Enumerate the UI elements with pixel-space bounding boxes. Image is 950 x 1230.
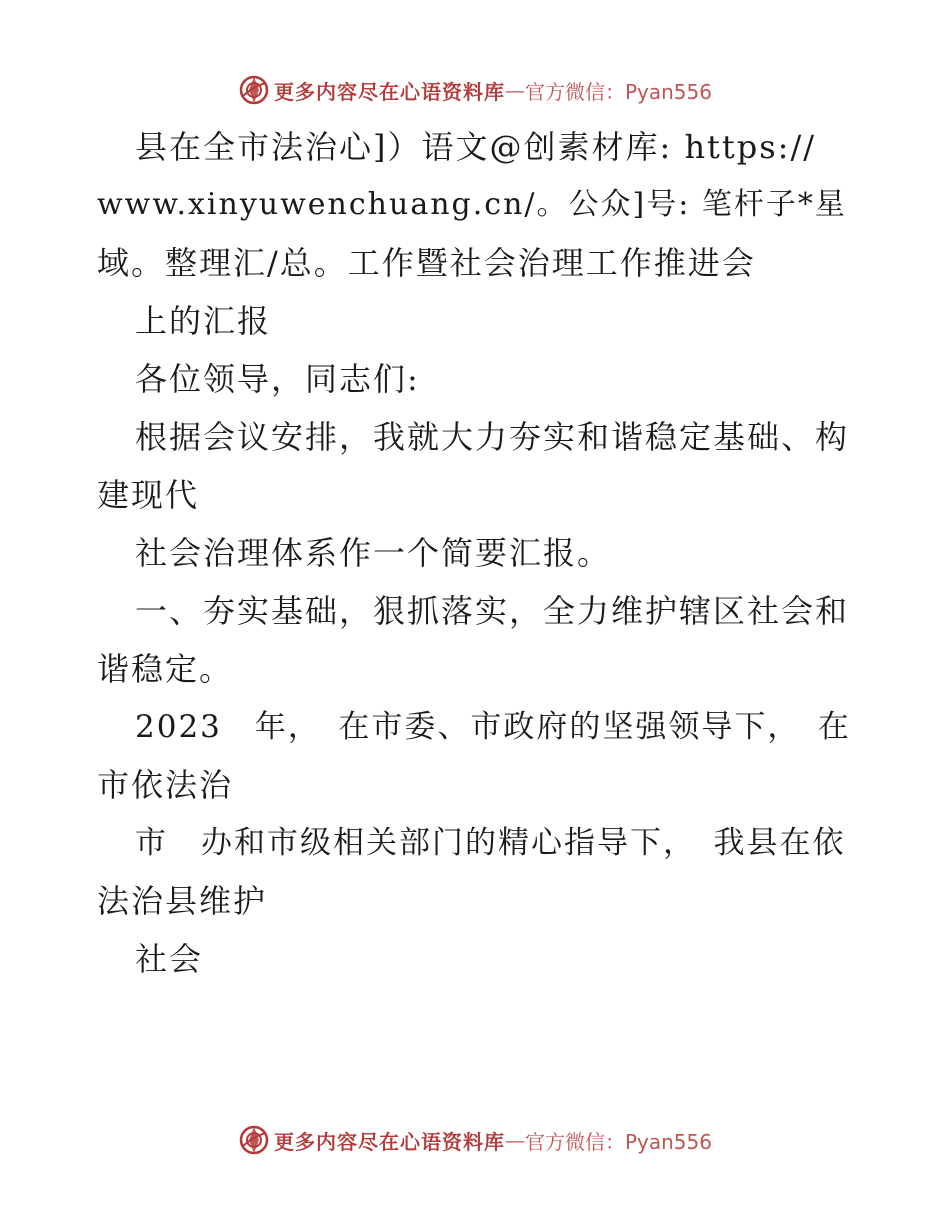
section-heading: 一、夯实基础，狠抓落实，全力维护辖区社会和	[135, 592, 850, 630]
text-line-1: 县在全市法治心]）语文@创素材库: https://	[135, 128, 817, 166]
banner-contact: 官方微信：Pyan556	[524, 79, 712, 104]
banner-dash: —	[504, 78, 525, 102]
text-line-6: 根据会议安排，我就大力夯实和谐稳定基础、构	[135, 418, 850, 456]
document-body	[97, 118, 857, 988]
text-line-12: 市依法治	[97, 766, 234, 804]
text-line-3: 域。整理汇/总。工作暨社会治理工作推进会	[97, 244, 756, 282]
banner-contact: 官方微信：Pyan556	[524, 1129, 712, 1154]
text-line-2: www.xinyuwenchuang.cn/。公众]号: 笔杆子*星	[97, 187, 847, 222]
header-banner	[0, 70, 950, 110]
text-line-8: 社会治理体系作一个简要汇报。	[135, 534, 612, 572]
brand-logo-icon	[238, 1124, 270, 1156]
text-line-13: 市 办和市级相关部门的精心指导下， 我县在依	[135, 825, 846, 861]
banner-dash: —	[504, 1128, 525, 1152]
footer-banner	[0, 1120, 950, 1160]
text-line-14: 法治县维护	[97, 882, 268, 920]
banner-title: 更多内容尽在心语资料库	[273, 79, 505, 104]
text-line-7: 建现代	[97, 476, 200, 514]
salutation: 各位领导，同志们:	[135, 360, 420, 398]
text-line-10: 谐稳定。	[97, 650, 234, 688]
text-line-15: 社会	[135, 940, 204, 978]
text-line-4: 上的汇报	[135, 302, 272, 340]
text-line-11: 2023 年， 在市委、市政府的坚强领导下， 在	[135, 709, 851, 745]
brand-logo-icon	[238, 74, 270, 106]
banner-title: 更多内容尽在心语资料库	[273, 1129, 505, 1154]
